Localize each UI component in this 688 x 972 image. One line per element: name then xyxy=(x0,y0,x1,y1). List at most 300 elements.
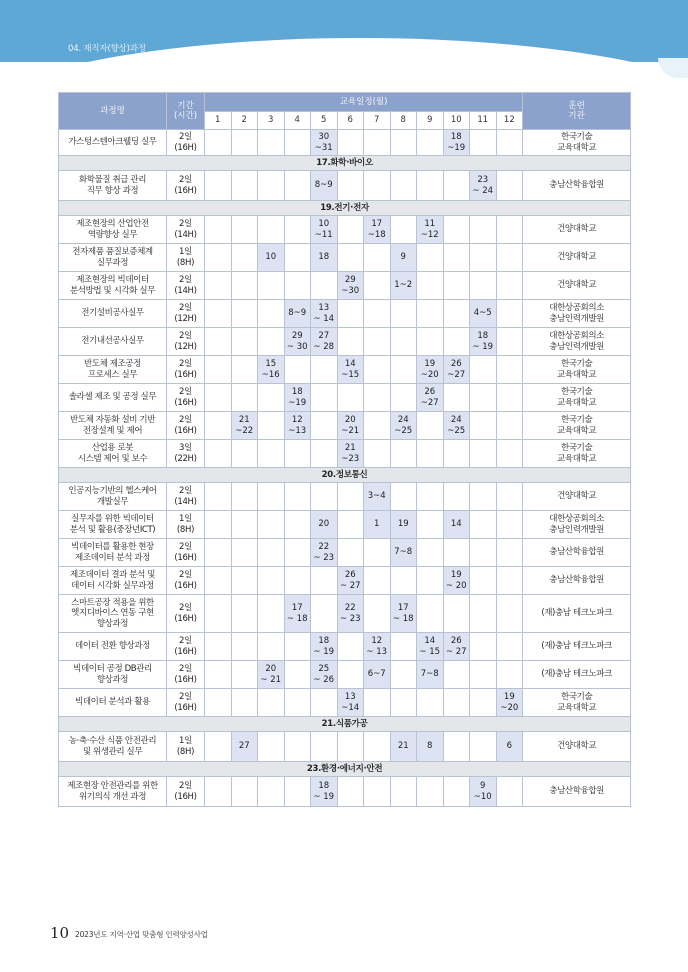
course-row xyxy=(59,412,631,440)
training-institution: 건양대학교 xyxy=(523,483,631,511)
schedule-cell-month-3 xyxy=(258,412,285,440)
schedule-cell-month-8 xyxy=(390,777,417,807)
schedule-cell-month-1 xyxy=(205,328,232,356)
training-institution: 한국기술 교육대학교 xyxy=(523,384,631,412)
schedule-cell-month-7 xyxy=(364,567,391,595)
schedule-cell-month-2 xyxy=(231,567,258,595)
schedule-cell-month-4: 29 ~ 30 xyxy=(284,328,311,356)
schedule-cell-month-8 xyxy=(390,689,417,717)
schedule-cell-month-4 xyxy=(284,171,311,201)
schedule-cell-month-7 xyxy=(364,412,391,440)
schedule-cell-month-8 xyxy=(390,483,417,511)
schedule-cell-month-6 xyxy=(337,244,364,272)
schedule-cell-month-6 xyxy=(337,171,364,201)
schedule-cell-month-6: 26 ~ 27 xyxy=(337,567,364,595)
schedule-cell-month-1 xyxy=(205,633,232,661)
schedule-cell-month-11 xyxy=(470,595,497,633)
schedule-cell-month-3 xyxy=(258,511,285,539)
schedule-cell-month-10 xyxy=(443,689,470,717)
schedule-cell-month-1 xyxy=(205,732,232,762)
course-name: 데이터 전환 향상과정 xyxy=(59,633,167,661)
month-header-2: 2 xyxy=(231,112,258,130)
schedule-cell-month-12 xyxy=(496,356,523,384)
training-institution: 한국기술 교육대학교 xyxy=(523,440,631,468)
schedule-cell-month-7 xyxy=(364,689,391,717)
course-row xyxy=(59,633,631,661)
schedule-cell-month-12 xyxy=(496,384,523,412)
schedule-cell-month-10: 19 ~ 20 xyxy=(443,567,470,595)
schedule-cell-month-10 xyxy=(443,539,470,567)
course-name: 전기내선공사실무 xyxy=(59,328,167,356)
course-duration: 2일 (14H) xyxy=(167,272,205,300)
schedule-cell-month-6: 20 ~21 xyxy=(337,412,364,440)
schedule-cell-month-1 xyxy=(205,356,232,384)
course-duration: 1일 (8H) xyxy=(167,244,205,272)
schedule-cell-month-1 xyxy=(205,777,232,807)
schedule-cell-month-6 xyxy=(337,539,364,567)
schedule-cell-month-9 xyxy=(417,689,444,717)
schedule-cell-month-2 xyxy=(231,216,258,244)
category-row xyxy=(59,762,631,777)
schedule-cell-month-9 xyxy=(417,272,444,300)
schedule-cell-month-5: 20 xyxy=(311,511,338,539)
course-name: 가스텅스텐아크웰딩 실무 xyxy=(59,130,167,156)
schedule-cell-month-12: 6 xyxy=(496,732,523,762)
schedule-cell-month-3 xyxy=(258,171,285,201)
schedule-cell-month-4 xyxy=(284,440,311,468)
schedule-cell-month-12 xyxy=(496,300,523,328)
course-name: 제조현장의 빅데이터 분석방법 및 시각화 실무 xyxy=(59,272,167,300)
schedule-cell-month-4 xyxy=(284,244,311,272)
schedule-cell-month-1 xyxy=(205,483,232,511)
schedule-cell-month-9: 11 ~12 xyxy=(417,216,444,244)
schedule-cell-month-5 xyxy=(311,440,338,468)
schedule-cell-month-2 xyxy=(231,300,258,328)
schedule-cell-month-9: 7~8 xyxy=(417,661,444,689)
schedule-cell-month-2 xyxy=(231,244,258,272)
schedule-cell-month-1 xyxy=(205,384,232,412)
schedule-cell-month-5: 18 ~ 19 xyxy=(311,777,338,807)
schedule-cell-month-2 xyxy=(231,272,258,300)
course-row xyxy=(59,511,631,539)
schedule-cell-month-4: 8~9 xyxy=(284,300,311,328)
schedule-cell-month-2: 21 ~22 xyxy=(231,412,258,440)
course-name: 제조현장의 산업안전 역량향상 실무 xyxy=(59,216,167,244)
schedule-cell-month-4 xyxy=(284,216,311,244)
header-duration: 기간 (시간) xyxy=(167,93,205,130)
schedule-cell-month-11: 9 ~10 xyxy=(470,777,497,807)
schedule-cell-month-11 xyxy=(470,689,497,717)
schedule-cell-month-12 xyxy=(496,440,523,468)
page-number: 10 xyxy=(50,924,70,942)
schedule-cell-month-10 xyxy=(443,216,470,244)
schedule-cell-month-2 xyxy=(231,384,258,412)
schedule-cell-month-10 xyxy=(443,595,470,633)
schedule-cell-month-11 xyxy=(470,732,497,762)
schedule-cell-month-11 xyxy=(470,356,497,384)
course-duration: 2일 (16H) xyxy=(167,777,205,807)
schedule-cell-month-1 xyxy=(205,689,232,717)
course-row xyxy=(59,171,631,201)
schedule-cell-month-3 xyxy=(258,732,285,762)
schedule-cell-month-9 xyxy=(417,595,444,633)
schedule-cell-month-8 xyxy=(390,300,417,328)
schedule-cell-month-4 xyxy=(284,511,311,539)
schedule-cell-month-7 xyxy=(364,272,391,300)
schedule-cell-month-4 xyxy=(284,130,311,156)
schedule-cell-month-12 xyxy=(496,216,523,244)
course-duration: 2일 (16H) xyxy=(167,384,205,412)
course-row xyxy=(59,567,631,595)
course-name: 제조데이터 결과 분석 및 데이터 시각화 실무과정 xyxy=(59,567,167,595)
schedule-cell-month-6 xyxy=(337,130,364,156)
schedule-cell-month-9: 8 xyxy=(417,732,444,762)
category-label: 23.환경·에너지·안전 xyxy=(59,762,631,777)
schedule-cell-month-11 xyxy=(470,567,497,595)
course-row xyxy=(59,539,631,567)
course-name: 반도체 제조공정 프로세스 실무 xyxy=(59,356,167,384)
schedule-cell-month-12 xyxy=(496,412,523,440)
schedule-cell-month-5 xyxy=(311,732,338,762)
schedule-cell-month-11 xyxy=(470,244,497,272)
schedule-cell-month-10: 18 ~19 xyxy=(443,130,470,156)
course-duration: 2일 (12H) xyxy=(167,328,205,356)
schedule-cell-month-10 xyxy=(443,328,470,356)
schedule-cell-month-7: 12 ~ 13 xyxy=(364,633,391,661)
schedule-cell-month-3 xyxy=(258,539,285,567)
course-row xyxy=(59,328,631,356)
schedule-cell-month-5: 18 ~ 19 xyxy=(311,633,338,661)
schedule-cell-month-4: 12 ~13 xyxy=(284,412,311,440)
schedule-cell-month-12 xyxy=(496,633,523,661)
schedule-cell-month-2 xyxy=(231,171,258,201)
schedule-cell-month-4: 17 ~ 18 xyxy=(284,595,311,633)
schedule-cell-month-9 xyxy=(417,244,444,272)
schedule-cell-month-12 xyxy=(496,483,523,511)
course-name: 실무자를 위한 빅데이터 분석 및 활용(중장년ICT) xyxy=(59,511,167,539)
course-row xyxy=(59,732,631,762)
schedule-cell-month-6: 29 ~30 xyxy=(337,272,364,300)
schedule-cell-month-3 xyxy=(258,440,285,468)
schedule-cell-month-2 xyxy=(231,661,258,689)
schedule-cell-month-3 xyxy=(258,567,285,595)
schedule-cell-month-10 xyxy=(443,384,470,412)
schedule-cell-month-12 xyxy=(496,130,523,156)
schedule-cell-month-11 xyxy=(470,539,497,567)
course-name: 빅데이터 분석과 활용 xyxy=(59,689,167,717)
schedule-cell-month-5: 10 ~11 xyxy=(311,216,338,244)
schedule-cell-month-12 xyxy=(496,328,523,356)
schedule-cell-month-2 xyxy=(231,483,258,511)
course-row xyxy=(59,777,631,807)
schedule-cell-month-2 xyxy=(231,511,258,539)
schedule-cell-month-6: 21 ~23 xyxy=(337,440,364,468)
training-institution: 건양대학교 xyxy=(523,244,631,272)
course-duration: 3일 (22H) xyxy=(167,440,205,468)
course-row xyxy=(59,244,631,272)
schedule-cell-month-9 xyxy=(417,483,444,511)
schedule-cell-month-6 xyxy=(337,732,364,762)
schedule-cell-month-11: 23 ~ 24 xyxy=(470,171,497,201)
training-institution: 한국기술 교육대학교 xyxy=(523,689,631,717)
schedule-cell-month-10 xyxy=(443,440,470,468)
schedule-cell-month-7 xyxy=(364,539,391,567)
schedule-cell-month-1 xyxy=(205,300,232,328)
schedule-cell-month-8: 19 xyxy=(390,511,417,539)
schedule-cell-month-2 xyxy=(231,356,258,384)
schedule-cell-month-10 xyxy=(443,777,470,807)
schedule-cell-month-12 xyxy=(496,511,523,539)
course-duration: 2일 (14H) xyxy=(167,483,205,511)
schedule-cell-month-7: 3~4 xyxy=(364,483,391,511)
schedule-cell-month-1 xyxy=(205,661,232,689)
training-institution: 한국기술 교육대학교 xyxy=(523,356,631,384)
schedule-cell-month-9: 19 ~20 xyxy=(417,356,444,384)
training-institution: 충남산학융합원 xyxy=(523,567,631,595)
schedule-cell-month-3 xyxy=(258,384,285,412)
course-name: 스마트공장 적용을 위한 엣지디바이스 연동 구현 향상과정 xyxy=(59,595,167,633)
schedule-cell-month-3 xyxy=(258,633,285,661)
schedule-cell-month-5 xyxy=(311,483,338,511)
schedule-cell-month-8 xyxy=(390,328,417,356)
schedule-cell-month-4 xyxy=(284,539,311,567)
schedule-cell-month-3 xyxy=(258,300,285,328)
schedule-cell-month-7 xyxy=(364,130,391,156)
course-name: 전기설비공사실무 xyxy=(59,300,167,328)
schedule-cell-month-11: 4~5 xyxy=(470,300,497,328)
course-name: 전자제품 품질보증체계 실무과정 xyxy=(59,244,167,272)
schedule-cell-month-7 xyxy=(364,244,391,272)
month-header-3: 3 xyxy=(258,112,285,130)
schedule-cell-month-1 xyxy=(205,216,232,244)
course-row xyxy=(59,440,631,468)
month-header-6: 6 xyxy=(337,112,364,130)
schedule-cell-month-8 xyxy=(390,440,417,468)
schedule-cell-month-7 xyxy=(364,440,391,468)
schedule-cell-month-11 xyxy=(470,384,497,412)
schedule-cell-month-2 xyxy=(231,328,258,356)
schedule-cell-month-7 xyxy=(364,300,391,328)
schedule-cell-month-3 xyxy=(258,595,285,633)
section-title: 04. 재직자(향상)과정 xyxy=(68,44,146,54)
schedule-cell-month-3: 15 ~16 xyxy=(258,356,285,384)
schedule-cell-month-8 xyxy=(390,171,417,201)
schedule-cell-month-8 xyxy=(390,633,417,661)
schedule-cell-month-8: 24 ~25 xyxy=(390,412,417,440)
course-duration: 2일 (16H) xyxy=(167,661,205,689)
schedule-cell-month-5 xyxy=(311,356,338,384)
course-row xyxy=(59,130,631,156)
schedule-cell-month-5: 8~9 xyxy=(311,171,338,201)
schedule-cell-month-4 xyxy=(284,732,311,762)
schedule-cell-month-11 xyxy=(470,483,497,511)
schedule-cell-month-3 xyxy=(258,216,285,244)
training-institution: 한국기술 교육대학교 xyxy=(523,130,631,156)
table-body xyxy=(59,130,631,807)
schedule-cell-month-9 xyxy=(417,130,444,156)
schedule-cell-month-10: 26 ~27 xyxy=(443,356,470,384)
category-row xyxy=(59,468,631,483)
schedule-cell-month-10: 26 ~ 27 xyxy=(443,633,470,661)
schedule-cell-month-2 xyxy=(231,539,258,567)
course-duration: 1일 (8H) xyxy=(167,732,205,762)
schedule-cell-month-9 xyxy=(417,328,444,356)
schedule-cell-month-5: 25 ~ 26 xyxy=(311,661,338,689)
schedule-cell-month-3: 20 ~ 21 xyxy=(258,661,285,689)
course-row xyxy=(59,689,631,717)
schedule-cell-month-1 xyxy=(205,244,232,272)
schedule-cell-month-6: 22 ~ 23 xyxy=(337,595,364,633)
schedule-cell-month-6: 13 ~14 xyxy=(337,689,364,717)
schedule-cell-month-10 xyxy=(443,300,470,328)
schedule-cell-month-2 xyxy=(231,440,258,468)
schedule-cell-month-12 xyxy=(496,539,523,567)
schedule-cell-month-7: 6~7 xyxy=(364,661,391,689)
course-duration: 2일 (16H) xyxy=(167,171,205,201)
schedule-cell-month-12 xyxy=(496,567,523,595)
schedule-cell-month-6 xyxy=(337,300,364,328)
course-row xyxy=(59,272,631,300)
month-header-12: 12 xyxy=(496,112,523,130)
course-duration: 2일 (16H) xyxy=(167,567,205,595)
schedule-cell-month-7 xyxy=(364,356,391,384)
schedule-cell-month-12 xyxy=(496,661,523,689)
schedule-cell-month-1 xyxy=(205,171,232,201)
schedule-cell-month-9 xyxy=(417,412,444,440)
month-header-5: 5 xyxy=(311,112,338,130)
schedule-cell-month-11 xyxy=(470,412,497,440)
schedule-cell-month-7: 1 xyxy=(364,511,391,539)
course-row xyxy=(59,384,631,412)
schedule-cell-month-4 xyxy=(284,661,311,689)
schedule-cell-month-10: 24 ~25 xyxy=(443,412,470,440)
training-institution: 충남산학융합원 xyxy=(523,539,631,567)
schedule-cell-month-11 xyxy=(470,633,497,661)
schedule-cell-month-3 xyxy=(258,483,285,511)
course-name: 인공지능기반의 헬스케어 개발실무 xyxy=(59,483,167,511)
schedule-cell-month-11 xyxy=(470,511,497,539)
schedule-cell-month-6 xyxy=(337,384,364,412)
schedule-cell-month-2: 27 xyxy=(231,732,258,762)
schedule-cell-month-12 xyxy=(496,777,523,807)
schedule-cell-month-8 xyxy=(390,216,417,244)
footer-text: 2023년도 지역·산업 맞춤형 인력양성사업 xyxy=(75,930,208,939)
schedule-cell-month-4 xyxy=(284,689,311,717)
schedule-cell-month-8: 17 ~ 18 xyxy=(390,595,417,633)
month-header-7: 7 xyxy=(364,112,391,130)
schedule-cell-month-3 xyxy=(258,272,285,300)
month-header-10: 10 xyxy=(443,112,470,130)
schedule-cell-month-10 xyxy=(443,661,470,689)
schedule-cell-month-4 xyxy=(284,567,311,595)
schedule-cell-month-5 xyxy=(311,595,338,633)
training-institution: 대한상공회의소 충남인력개발원 xyxy=(523,328,631,356)
corner-wave-decoration xyxy=(658,58,688,78)
schedule-cell-month-1 xyxy=(205,511,232,539)
month-header-9: 9 xyxy=(417,112,444,130)
schedule-cell-month-7 xyxy=(364,171,391,201)
schedule-cell-month-11: 18 ~ 19 xyxy=(470,328,497,356)
schedule-cell-month-3 xyxy=(258,130,285,156)
course-duration: 2일 (16H) xyxy=(167,539,205,567)
schedule-cell-month-5: 22 ~ 23 xyxy=(311,539,338,567)
course-duration: 2일 (16H) xyxy=(167,356,205,384)
schedule-cell-month-10 xyxy=(443,272,470,300)
schedule-cell-month-7 xyxy=(364,777,391,807)
schedule-cell-month-10 xyxy=(443,732,470,762)
schedule-cell-month-6 xyxy=(337,328,364,356)
schedule-cell-month-10 xyxy=(443,171,470,201)
schedule-cell-month-12 xyxy=(496,244,523,272)
schedule-cell-month-6: 14 ~15 xyxy=(337,356,364,384)
schedule-cell-month-1 xyxy=(205,539,232,567)
schedule-cell-month-6 xyxy=(337,661,364,689)
schedule-cell-month-11 xyxy=(470,272,497,300)
category-row xyxy=(59,717,631,732)
training-institution: 한국기술 교육대학교 xyxy=(523,412,631,440)
month-header-4: 4 xyxy=(284,112,311,130)
schedule-cell-month-1 xyxy=(205,130,232,156)
schedule-cell-month-12 xyxy=(496,171,523,201)
schedule-cell-month-12: 19 ~20 xyxy=(496,689,523,717)
schedule-cell-month-8 xyxy=(390,661,417,689)
training-institution: (재)충남 테크노파크 xyxy=(523,595,631,633)
schedule-cell-month-2 xyxy=(231,130,258,156)
course-duration: 2일 (16H) xyxy=(167,130,205,156)
schedule-cell-month-1 xyxy=(205,412,232,440)
schedule-cell-month-9 xyxy=(417,171,444,201)
course-name: 농·축·수산 식품 안전관리 및 위생관리 실무 xyxy=(59,732,167,762)
schedule-cell-month-9 xyxy=(417,777,444,807)
schedule-cell-month-10 xyxy=(443,483,470,511)
schedule-cell-month-6 xyxy=(337,777,364,807)
schedule-cell-month-4: 18 ~19 xyxy=(284,384,311,412)
course-name: 솔라셀 제조 및 공정 실무 xyxy=(59,384,167,412)
schedule-cell-month-5: 30 ~31 xyxy=(311,130,338,156)
course-name: 산업용 로봇 시스템 제어 및 보수 xyxy=(59,440,167,468)
schedule-cell-month-5 xyxy=(311,567,338,595)
schedule-cell-month-2 xyxy=(231,595,258,633)
schedule-cell-month-6 xyxy=(337,216,364,244)
schedule-cell-month-1 xyxy=(205,595,232,633)
schedule-cell-month-2 xyxy=(231,633,258,661)
schedule-cell-month-8 xyxy=(390,356,417,384)
schedule-cell-month-4 xyxy=(284,483,311,511)
schedule-cell-month-8 xyxy=(390,130,417,156)
schedule-cell-month-7 xyxy=(364,328,391,356)
schedule-cell-month-4 xyxy=(284,356,311,384)
training-institution: (재)충남 테크노파크 xyxy=(523,661,631,689)
schedule-cell-month-5: 27 ~ 28 xyxy=(311,328,338,356)
schedule-cell-month-5: 18 xyxy=(311,244,338,272)
category-label: 21.식품가공 xyxy=(59,717,631,732)
course-row xyxy=(59,300,631,328)
course-name: 화학물질 취급 관리 직무 향상 과정 xyxy=(59,171,167,201)
schedule-cell-month-2 xyxy=(231,777,258,807)
schedule-cell-month-8: 9 xyxy=(390,244,417,272)
schedule-cell-month-8 xyxy=(390,567,417,595)
category-label: 20.정보통신 xyxy=(59,468,631,483)
month-header-8: 8 xyxy=(390,112,417,130)
course-duration: 2일 (16H) xyxy=(167,595,205,633)
course-row xyxy=(59,661,631,689)
schedule-cell-month-7 xyxy=(364,384,391,412)
course-name: 빅데이터 공정 DB관리 향상과정 xyxy=(59,661,167,689)
schedule-cell-month-11 xyxy=(470,440,497,468)
schedule-cell-month-8 xyxy=(390,384,417,412)
month-header-1: 1 xyxy=(205,112,232,130)
schedule-cell-month-9 xyxy=(417,511,444,539)
